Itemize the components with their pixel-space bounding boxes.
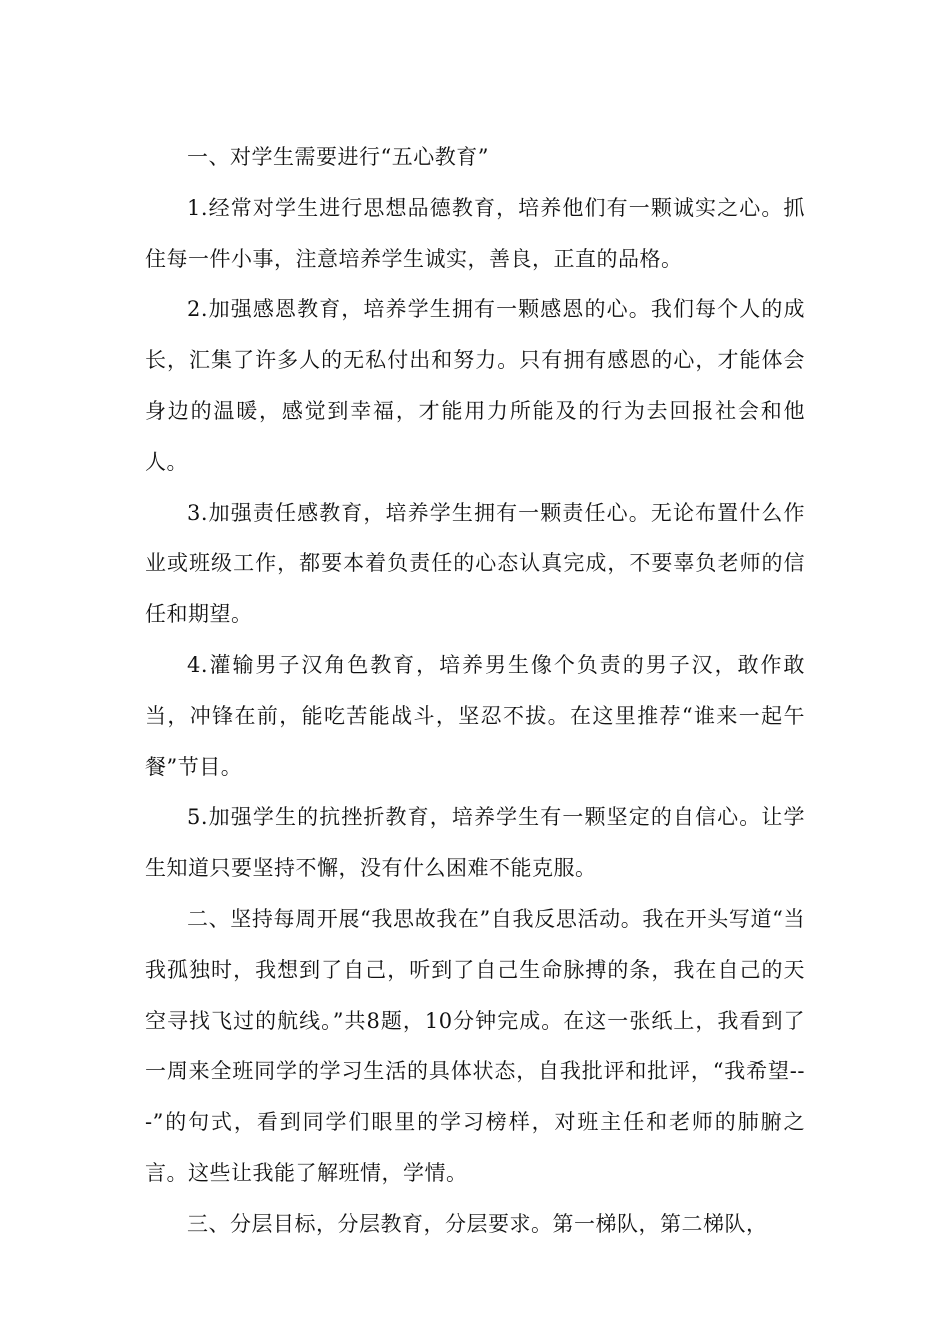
paragraph-responsibility: 3.加强责任感教育，培养学生拥有一颗责任心。无论布置什么作业或班级工作，都要本着负责任的心态认真完成，不要辜负老师的信任和期望。: [145, 500, 805, 627]
section-heading-five-hearts: 一、对学生需要进行“五心教育”: [187, 145, 489, 169]
document-body: [145, 132, 805, 1250]
paragraph-gratitude: 2.加强感恩教育，培养学生拥有一颗感恩的心。我们每个人的成长，汇集了许多人的无私付出和努力。只有拥有感恩的心，才能体会身边的温暖，感觉到幸福，才能用力所能及的行为去回报社会和他人。: [145, 297, 805, 474]
paragraph-resilience: 5.加强学生的抗挫折教育，培养学生有一颗坚定的自信心。让学生知道只要坚持不懈，没有什么困难不能克服。: [145, 805, 805, 881]
paragraph-manhood: 4.灌输男子汉角色教育，培养男生像个负责的男子汉，敢作敢当，冲锋在前，能吃苦能战斗，坚忍不拔。在这里推荐“谁来一起午餐”节目。: [145, 652, 805, 779]
paragraph-weekly-reflection: 二、坚持每周开展“我思故我在”自我反思活动。我在开头写道“当我孤独时，我想到了自己，听到了自己生命脉搏的条，我在自己的天空寻找飞过的航线。”共8题，10分钟完成。在这一张纸上，我看到了一周来全班同学的学习生活的具体状态，自我批评和批评，“我希望---”的句式，看到同学们眼里的学习榜样，对班主任和老师的肺腑之言。这些让我能了解班情，学情。: [145, 906, 805, 1185]
paragraph-tiered-goals: 三、分层目标，分层教育，分层要求。第一梯队，第二梯队，: [187, 1211, 768, 1236]
paragraph-honesty: 1.经常对学生进行思想品德教育，培养他们有一颗诚实之心。抓住每一件小事，注意培养学生诚实，善良，正直的品格。: [145, 195, 805, 271]
